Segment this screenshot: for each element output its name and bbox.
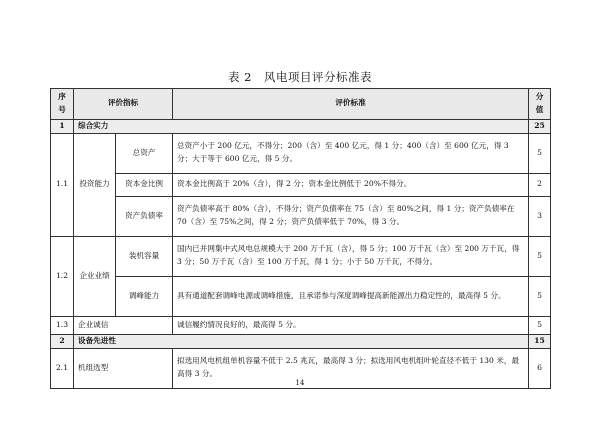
section-title: 综合实力 xyxy=(74,119,529,133)
table-header-row xyxy=(51,89,551,120)
page-number: 14 xyxy=(295,379,305,387)
table-row xyxy=(51,196,551,236)
row-indicator: 机组选型 xyxy=(74,348,173,388)
sub-indicator: 总资产 xyxy=(116,133,173,173)
section-row xyxy=(51,119,551,133)
sub-indicator: 装机容量 xyxy=(116,236,173,276)
row-score: 6 xyxy=(529,348,551,388)
standard-text: 具有通道配套调峰电源或调峰措施，且承诺参与深度调峰提高新能源出力稳定性的，最高得 5 分。 xyxy=(173,276,529,316)
standard-text: 资本金比例高于 20%（含），得 2 分；资本金比例低于 20%不得分。 xyxy=(173,173,529,196)
sub-indicator: 资本金比例 xyxy=(116,173,173,196)
group-name: 投资能力 xyxy=(74,133,116,236)
row-indicator: 企业诚信 xyxy=(74,316,173,334)
group-name: 企业业绩 xyxy=(74,236,116,316)
row-score: 5 xyxy=(529,133,551,173)
table-row xyxy=(51,316,551,334)
sub-indicator: 调峰能力 xyxy=(116,276,173,316)
row-score: 5 xyxy=(529,276,551,316)
standard-text: 国内已并网集中式风电总规模大于 200 万千瓦（含），得 5 分；100 万千瓦（含）至 200 万千瓦，得 3 分；50 万千瓦（含）至 100 万千瓦，得 1 分；小于 50 万千瓦，不得分。 xyxy=(173,236,529,276)
header-indicator: 评价指标 xyxy=(74,89,173,120)
row-score: 5 xyxy=(529,236,551,276)
section-score: 25 xyxy=(529,119,551,133)
row-score: 5 xyxy=(529,316,551,334)
group-no: 1.2 xyxy=(51,236,74,316)
section-score: 15 xyxy=(529,334,551,348)
group-no: 1.1 xyxy=(51,133,74,236)
row-score: 3 xyxy=(529,196,551,236)
table-row xyxy=(51,173,551,196)
row-score: 2 xyxy=(529,173,551,196)
table-row xyxy=(51,276,551,316)
standard-text: 总资产小于 200 亿元，不得分；200（含）至 400 亿元，得 1 分；400（含）至 600 亿元，得 3 分；大于等于 600 亿元，得 5 分。 xyxy=(173,133,529,173)
header-standard: 评价标准 xyxy=(173,89,529,120)
section-no: 2 xyxy=(51,334,74,348)
header-no: 序号 xyxy=(51,89,74,120)
row-no: 1.3 xyxy=(51,316,74,334)
standard-text: 诚信履约情况良好的，最高得 5 分。 xyxy=(173,316,529,334)
row-no: 2.1 xyxy=(51,348,74,388)
table-row xyxy=(51,236,551,276)
header-score: 分值 xyxy=(529,89,551,120)
standard-text: 拟选用风电机组单机容量不低于 2.5 兆瓦，最高得 3 分；拟选用风电机组叶轮直径不低于 130 米，最高得 3 分。 xyxy=(173,348,529,388)
standard-text: 资产负债率高于 80%（含），不得分；资产负债率在 75（含）至 80%之间，得 1 分；资产负债率在 70（含）至 75%之间，得 2 分；资产负债率低于 70%，得 3 分。 xyxy=(173,196,529,236)
section-title: 设备先进性 xyxy=(74,334,529,348)
sub-indicator: 资产负债率 xyxy=(116,196,173,236)
section-no: 1 xyxy=(51,119,74,133)
table-caption: 表 2 风电项目评分标准表 xyxy=(228,70,372,84)
scoring-table xyxy=(50,88,551,389)
section-row xyxy=(51,334,551,348)
table-row xyxy=(51,133,551,173)
